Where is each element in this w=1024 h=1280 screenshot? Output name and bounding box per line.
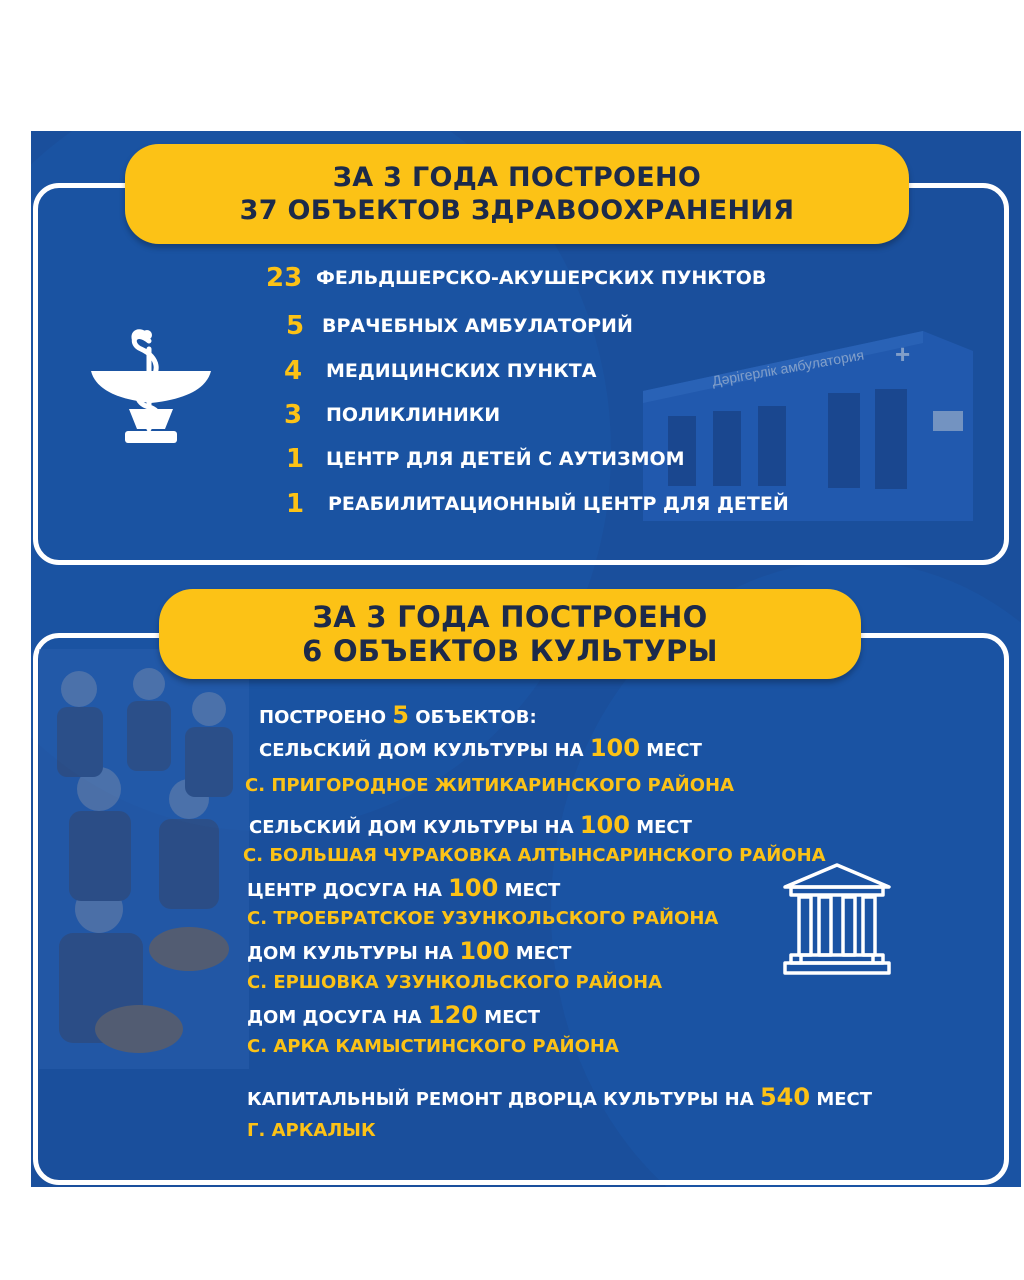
built-suffix: ОБЪЕКТОВ: (415, 707, 537, 728)
facility-location: С. ЕРШОВКА УЗУНКОЛЬСКОГО РАЙОНА (247, 972, 663, 993)
health-item-count: 1 (286, 444, 305, 474)
health-item-label: ПОЛИКЛИНИКИ (326, 404, 501, 426)
facility-unit: МЕСТ (515, 943, 572, 964)
facility-name: ДОМ КУЛЬТУРЫ НА (247, 943, 454, 964)
health-item-label: ВРАЧЕБНЫХ АМБУЛАТОРИЙ (322, 315, 633, 337)
renovation-unit: МЕСТ (816, 1089, 873, 1110)
facility-location: С. АРКА КАМЫСТИНСКОГО РАЙОНА (247, 1036, 619, 1057)
facility-row (249, 811, 692, 839)
plus-icon: + (895, 339, 911, 369)
health-item-label: ЦЕНТР ДЛЯ ДЕТЕЙ С АУТИЗМОМ (326, 448, 685, 470)
facility-seats: 100 (459, 937, 510, 965)
facility-location: С. БОЛЬШАЯ ЧУРАКОВКА АЛТЫНСАРИНСКОГО РАЙОНА (243, 845, 826, 866)
facility-seats: 120 (427, 1001, 478, 1029)
renovation-name: КАПИТАЛЬНЫЙ РЕМОНТ ДВОРЦА КУЛЬТУРЫ НА (247, 1089, 754, 1110)
facility-name: ДОМ ДОСУГА НА (247, 1007, 422, 1028)
built-prefix: ПОСТРОЕНО (259, 707, 387, 728)
facility-unit: МЕСТ (636, 817, 692, 838)
building-sign: Дәрігерлік амбулатория (710, 346, 866, 389)
musicians-photo (39, 649, 249, 1069)
health-item (284, 400, 500, 430)
health-item-label: МЕДИЦИНСКИХ ПУНКТА (326, 360, 597, 382)
health-heading-line2: 37 ОБЪЕКТОВ ЗДРАВООХРАНЕНИЯ (239, 195, 795, 226)
culture-heading (159, 589, 861, 679)
facility-seats: 100 (448, 874, 499, 902)
facility-seats: 100 (589, 734, 640, 762)
health-item (284, 356, 596, 386)
caduceus-icon (89, 319, 213, 451)
facility-unit: МЕСТ (504, 880, 561, 901)
facility-name: СЕЛЬСКИЙ ДОМ КУЛЬТУРЫ НА (249, 817, 574, 838)
facility-row (247, 937, 571, 965)
built-summary (259, 701, 537, 729)
facility-location: С. ТРОЕБРАТСКОЕ УЗУНКОЛЬСКОГО РАЙОНА (247, 908, 719, 929)
renovation-seats: 540 (759, 1083, 811, 1111)
health-item (266, 263, 766, 293)
facility-unit: МЕСТ (484, 1007, 540, 1028)
facility-name: ЦЕНТР ДОСУГА НА (247, 880, 442, 901)
health-heading-line1: ЗА 3 ГОДА ПОСТРОЕНО (332, 162, 702, 193)
renovation-row (247, 1083, 872, 1111)
health-item-count: 3 (284, 400, 303, 430)
facility-name: СЕЛЬСКИЙ ДОМ КУЛЬТУРЫ НА (259, 740, 584, 761)
health-item-count: 5 (286, 311, 305, 341)
health-item-count: 1 (286, 489, 305, 519)
health-item-label: ФЕЛЬДШЕРСКО-АКУШЕРСКИХ ПУНКТОВ (316, 267, 767, 289)
facility-unit: МЕСТ (646, 740, 702, 761)
facility-row (247, 1001, 540, 1029)
health-item-label: РЕАБИЛИТАЦИОННЫЙ ЦЕНТР ДЛЯ ДЕТЕЙ (328, 493, 789, 515)
museum-icon (781, 861, 893, 979)
facility-row (259, 734, 702, 762)
culture-heading-line2: 6 ОБЪЕКТОВ КУЛЬТУРЫ (302, 634, 718, 668)
built-count: 5 (392, 701, 409, 729)
health-heading (125, 144, 909, 244)
health-item (286, 489, 789, 519)
facility-row (247, 874, 560, 902)
health-item-count: 23 (266, 263, 303, 293)
facility-seats: 100 (579, 811, 630, 839)
health-item (286, 311, 633, 341)
facility-location: С. ПРИГОРОДНОЕ ЖИТИКАРИНСКОГО РАЙОНА (245, 775, 735, 796)
renovation-location: Г. АРКАЛЫК (247, 1120, 376, 1141)
health-item (286, 444, 685, 474)
infographic-poster (31, 131, 1021, 1187)
culture-heading-line1: ЗА 3 ГОДА ПОСТРОЕНО (312, 600, 708, 634)
health-item-count: 4 (284, 356, 303, 386)
